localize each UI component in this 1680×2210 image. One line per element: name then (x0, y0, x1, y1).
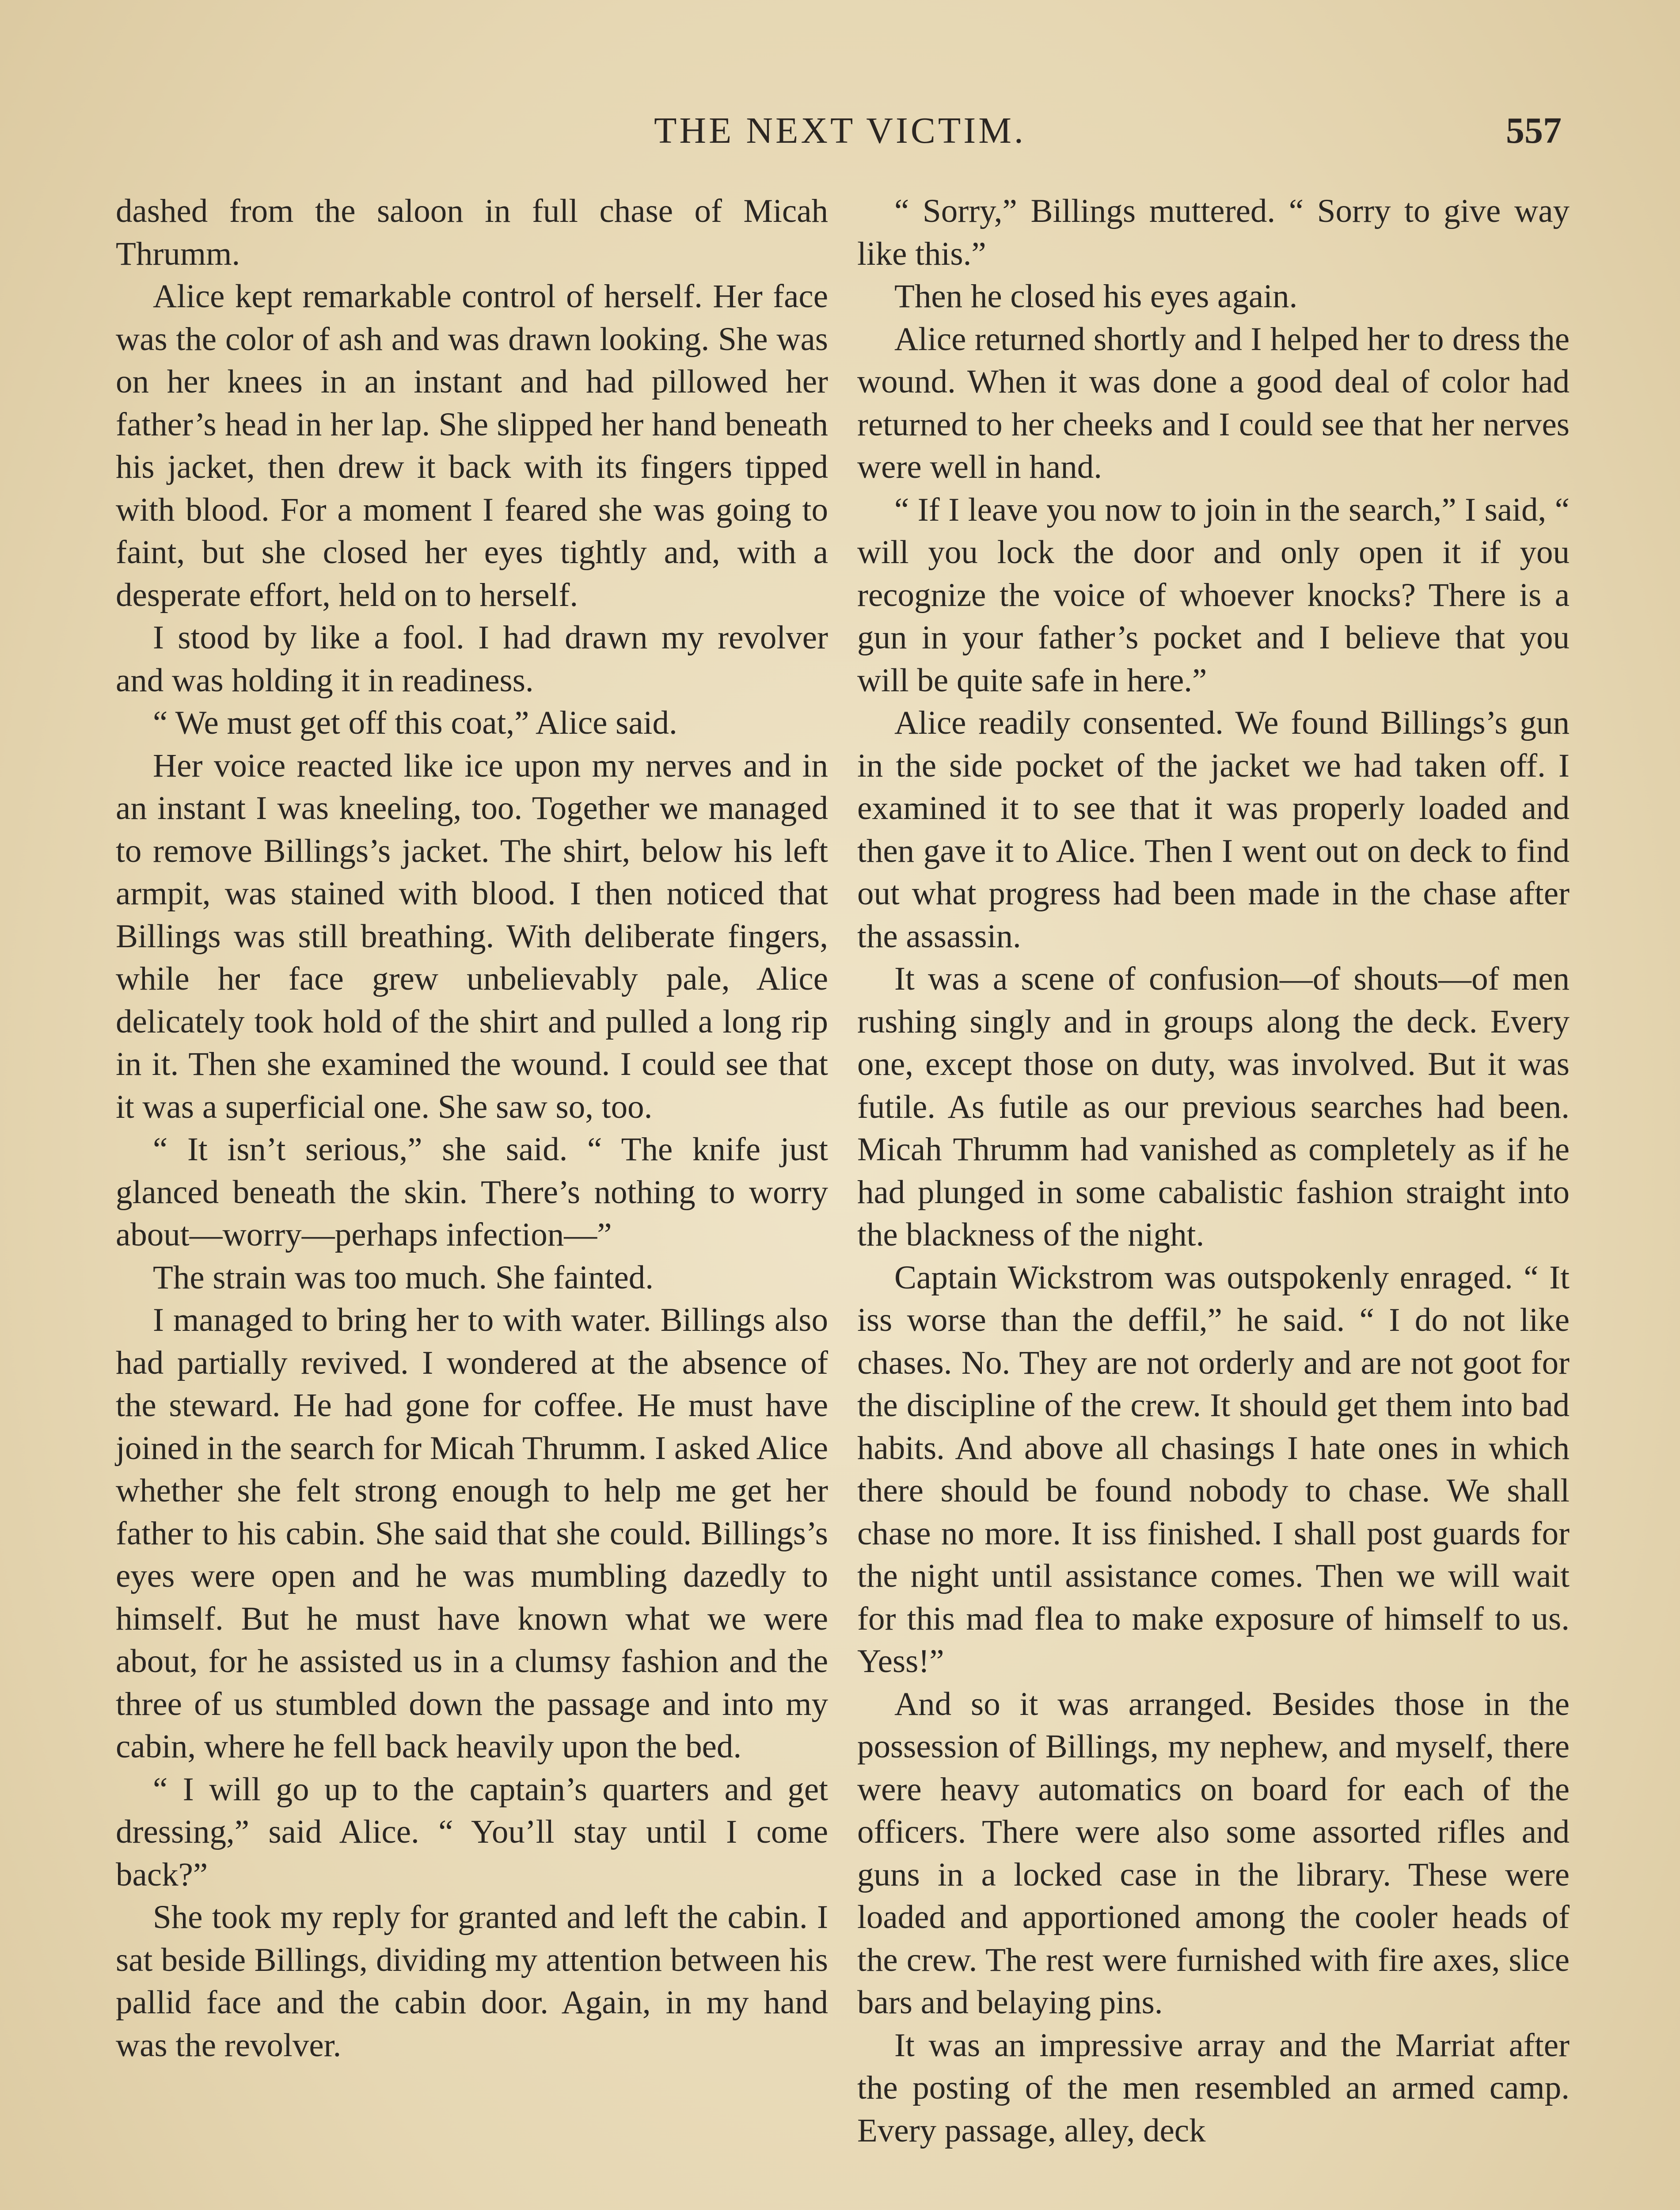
paragraph: It was an impressive array and the Marriat after the posting of the men resembled an armed camp. Every passage, alley, deck (857, 2027, 1570, 2149)
paragraph: I managed to bring her to with water. Billings also had partially revived. I wondered at the absence of the steward. He had gone for coffee. He must have joined in the search for Micah Thrumm. I asked Alice whether she felt strong enough to help me get her father to his cabin. She said that she could. Billings’s eyes were open and he was mumbling dazedly to himself. But he must have known what we were about, for he assisted us in a clumsy fashion and the three of us stumbled down the passage and into my cabin, where he fell back heavily upon the bed. (116, 1302, 828, 1765)
paragraph: And so it was arranged. Besides those in the possession of Billings, my nephew, and myself, there were heavy automatics on board for each of the officers. There were also some assorted rifles and guns in a locked case in the library. These were loaded and apportioned among the cooler heads of the crew. The rest were furnished with fire axes, slice bars and belaying pins. (857, 1685, 1570, 2021)
paragraph: “ If I leave you now to join in the search,” I said, “ will you lock the door and only open it if you recognize the voice of whoever knocks? There is a gun in your father’s pocket and I believe that you will be quite safe in here.” (857, 491, 1570, 699)
paragraph: “ It isn’t serious,” she said. “ The knife just glanced beneath the skin. There’s nothing to worry about—worry—perhaps infection—” (116, 1131, 828, 1253)
right-column (857, 190, 1570, 2152)
paragraph: The strain was too much. She fainted. (153, 1259, 654, 1296)
paragraph: dashed from the saloon in full chase of Micah Thrumm. (116, 193, 828, 272)
paragraph: “ We must get off this coat,” Alice said. (153, 705, 677, 741)
paragraph: “ I will go up to the captain’s quarters and get dressing,” said Alice. “ You’ll stay until I come back?” (116, 1771, 828, 1893)
paragraph: Then he closed his eyes again. (894, 278, 1298, 315)
paragraph: “ Sorry,” Billings muttered. “ Sorry to give way like this.” (857, 193, 1570, 272)
paragraph: Captain Wickstrom was outspokenly enraged. “ It iss worse than the deffil,” he said. “ I do not like chases. No. They are not orderly and are not goot for the discipline of the crew. It should get them into bad habits. And above all chasings I hate ones in which there should be found nobody to chase. We shall chase no more. It iss finished. I shall post guards for the night until assistance comes. Then we will wait for this mad flea to make exposure of himself to us. Yess!” (857, 1259, 1570, 1680)
paragraph: I stood by like a fool. I had drawn my revolver and was holding it in readiness. (116, 619, 828, 699)
paragraph: Alice readily consented. We found Billings’s gun in the side pocket of the jacket we had taken off. I examined it to see that it was properly loaded and then gave it to Alice. Then I went out on deck to find out what progress had been made in the chase after the assassin. (857, 705, 1570, 955)
paragraph: She took my reply for granted and left the cabin. I sat beside Billings, dividing my attention between his pallid face and the cabin door. Again, in my hand was the revolver. (116, 1899, 828, 2064)
left-column (116, 190, 828, 2067)
paragraph: Alice returned shortly and I helped her to dress the wound. When it was done a good deal of color had returned to her cheeks and I could see that her nerves were well in hand. (857, 320, 1570, 485)
paragraph: It was a scene of confusion—of shouts—of men rushing singly and in groups along the deck. Every one, except those on duty, was involved. But it was futile. As futile as our previous searches had been. Micah Thrumm had vanished as completely as if he had plunged in some cabalistic fashion straight into the blackness of the night. (857, 960, 1570, 1253)
paragraph: Alice kept remarkable control of herself. Her face was the color of ash and was drawn looking. She was on her knees in an instant and had pillowed her father’s head in her lap. She slipped her hand beneath his jacket, then drew it back with its fingers tipped with blood. For a moment I feared she was going to faint, but she closed her eyes tightly and, with a desperate effort, held on to herself. (116, 278, 828, 613)
page-number: 557 (1506, 110, 1562, 151)
running-head (0, 104, 1680, 157)
paragraph: Her voice reacted like ice upon my nerves and in an instant I was kneeling, too. Together we managed to remove Billings’s jacket. The shirt, below his left armpit, was stained with blood. I then noticed that Billings was still breathing. With deliberate fingers, while her face grew unbelievably pale, Alice delicately took hold of the shirt and pulled a long rip in it. Then she examined the wound. I could see that it was a superficial one. She saw so, too. (116, 747, 828, 1125)
page-title: THE NEXT VICTIM. (654, 110, 1026, 151)
